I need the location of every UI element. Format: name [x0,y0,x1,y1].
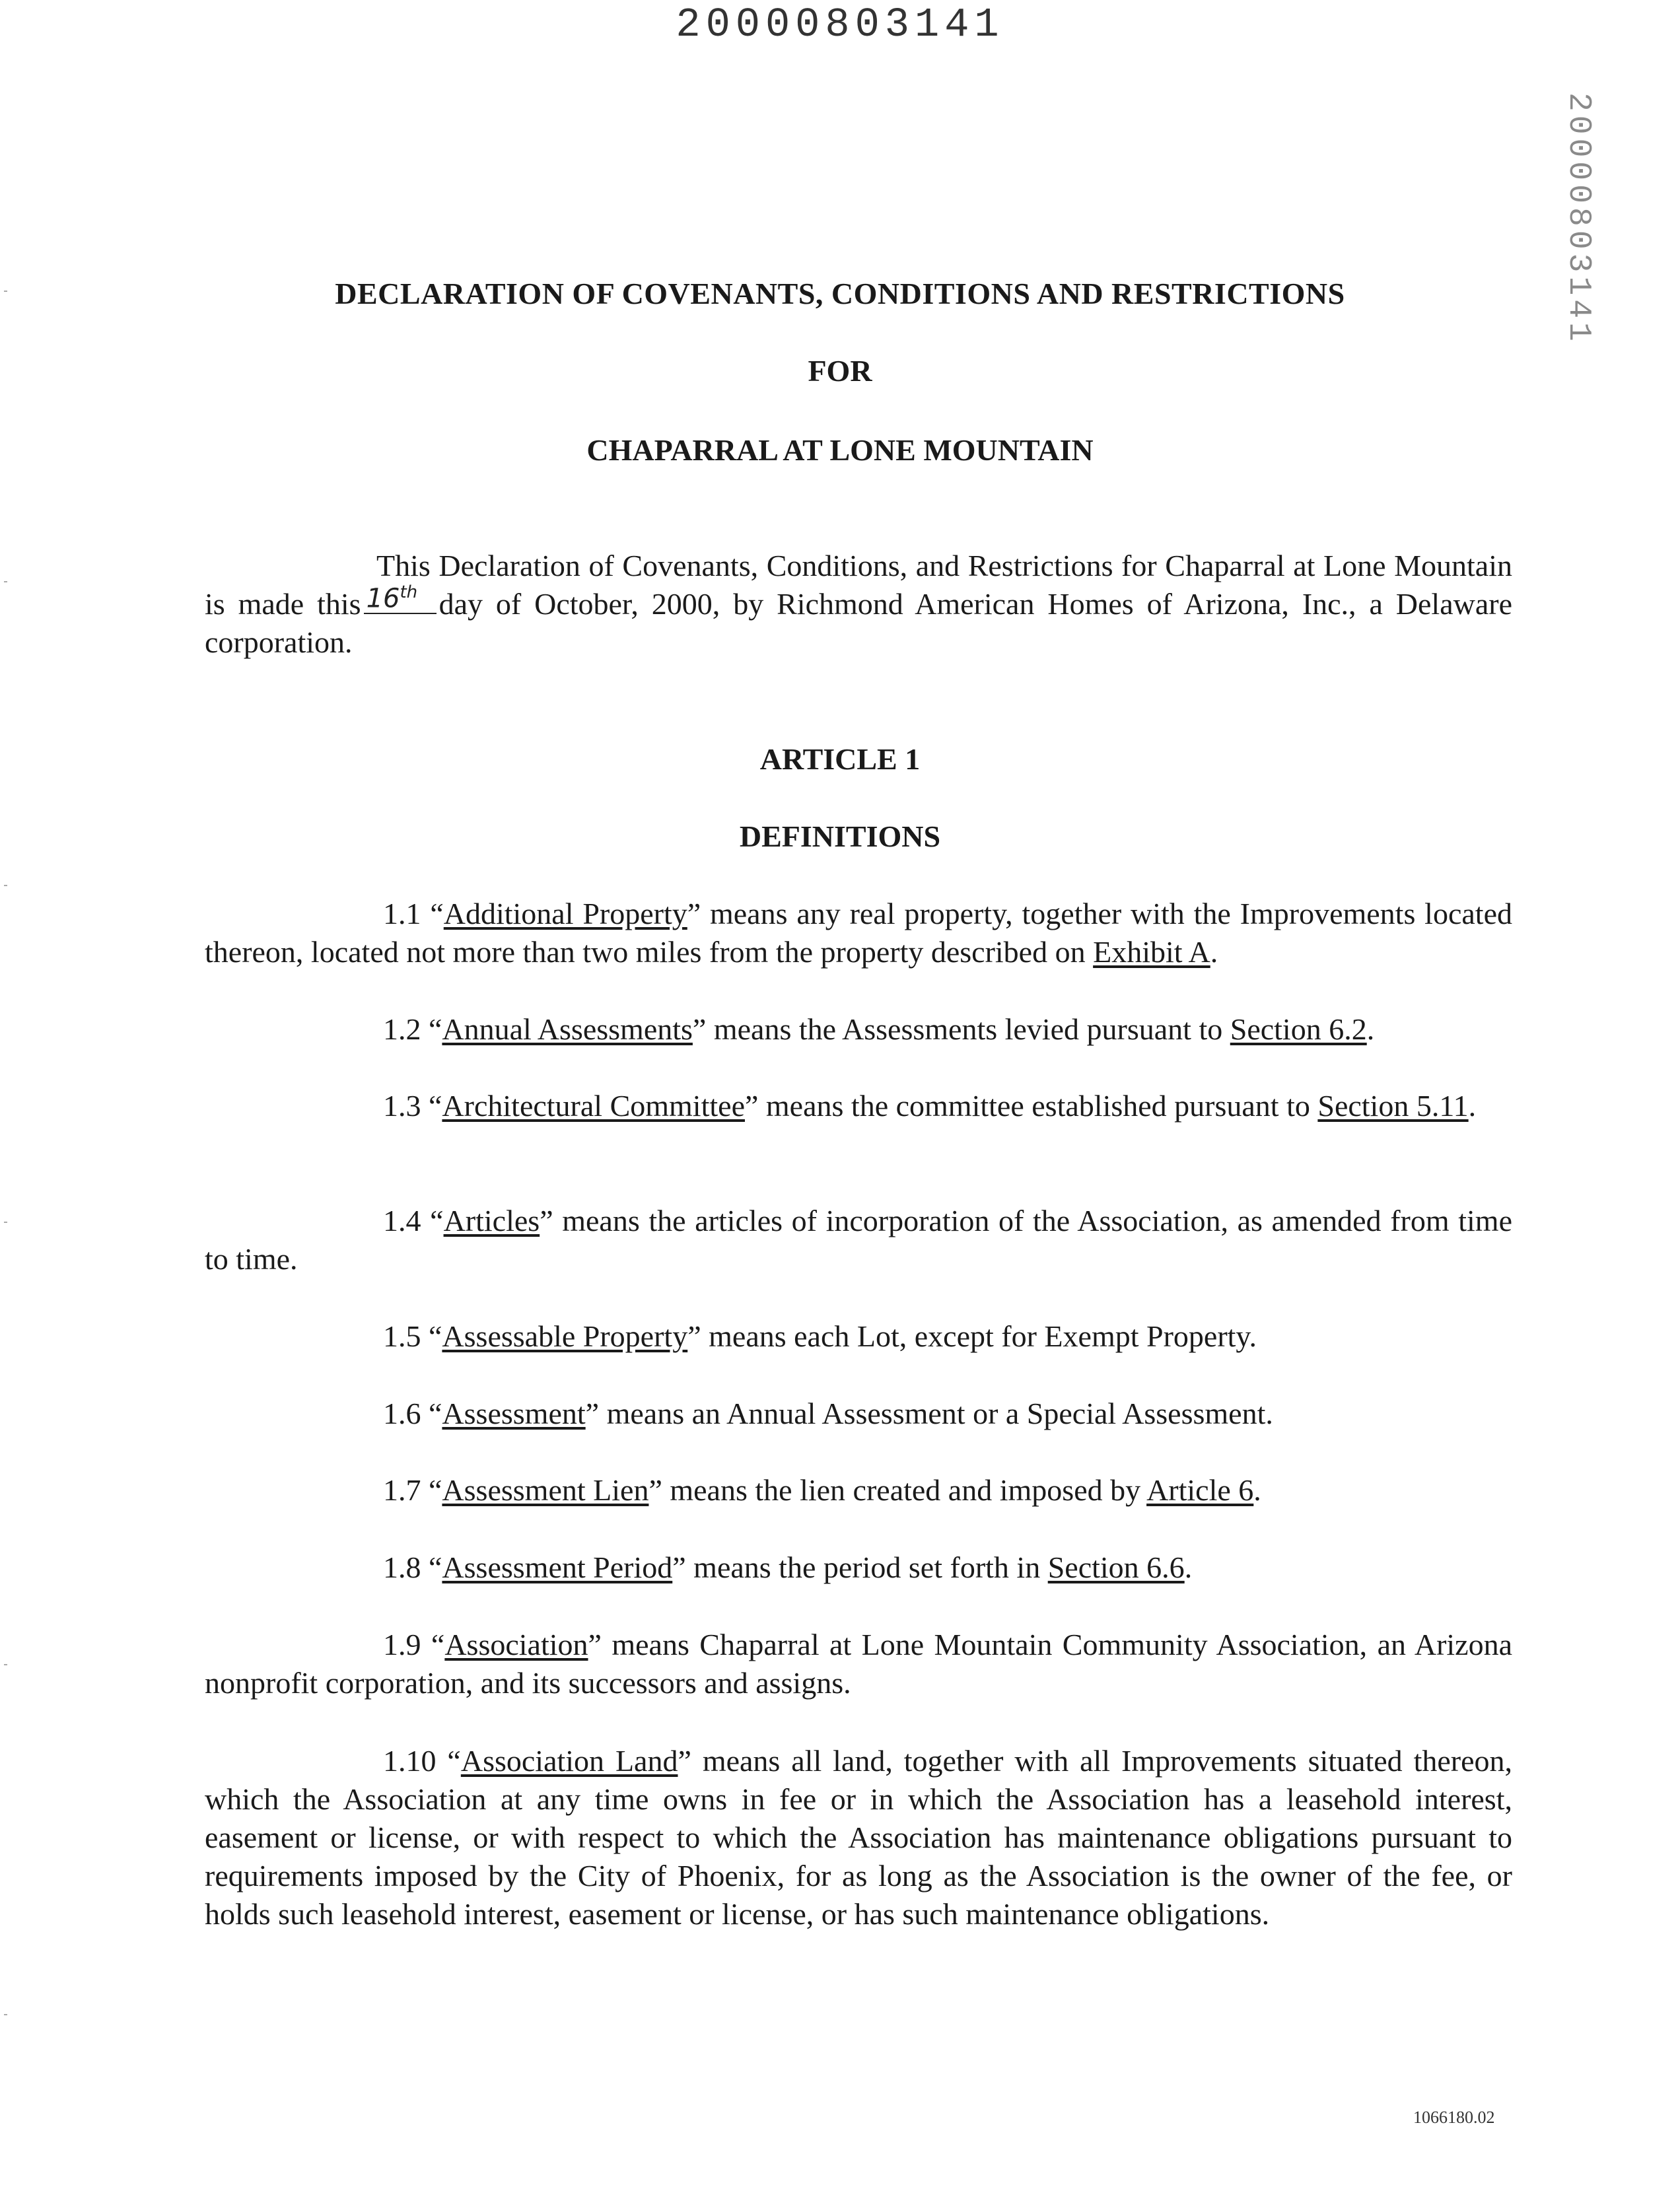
cross-reference: Exhibit A [1093,935,1210,969]
side-recording-number-stamp: 20000803141 [1560,92,1596,345]
scan-mark [4,1664,7,1665]
defined-term: Assessment Period [442,1550,673,1584]
defined-term: Association Land [460,1744,678,1778]
document-title: DECLARATION OF COVENANTS, CONDITIONS AND RESTRICTIONS [335,277,1345,310]
cross-reference: Section 5.11 [1317,1089,1469,1123]
definition-item: 1.10 “Association Land” means all land, together with all Improvements situated thereon, which the Association at any time owns in fee or in which the Association has a leasehold interest, easement or license, or with respect to which the Association has maintenance obligations pursuant to requirements imposed by the City of Phoenix, for as long as the Association is the owner of the fee, or holds such leasehold interest, easement or license, or has such maintenance obligations. [205,1744,1513,1931]
defined-term: Assessable Property [442,1319,688,1353]
defined-term: Association [444,1628,588,1661]
intro-text-start: This Declaration of Covenants, Conditions, and Restrictions for Chaparral at Lone Mountain is made this [205,549,1512,621]
definition-item: 1.8 “Assessment Period” means the period set forth in Section 6.6. [383,1550,1193,1584]
definition-item: 1.6 “Assessment” means an Annual Assessment or a Special Assessment. [383,1397,1273,1430]
cross-reference: Section 6.2 [1230,1012,1367,1046]
intro-text-end: day of October, 2000, by Richmond American Homes of Arizona, Inc., a Delaware corporation. [205,587,1512,659]
document-reference-number: 1066180.02 [1413,2108,1495,2127]
definition-item: 1.4 “Articles” means the articles of incorporation of the Association, as amended from time to time. [205,1204,1513,1276]
scan-mark [4,885,7,886]
document-title-for: FOR [808,354,872,388]
cross-reference: Section 6.6 [1047,1550,1185,1584]
defined-term: Assessment Lien [442,1473,649,1507]
article-number: ARTICLE 1 [759,742,921,776]
definition-item: 1.1 “Additional Property” means any real property, together with the Improvements located thereon, located not more than two miles from the property described on Exhibit A. [205,897,1512,969]
intro-paragraph [205,547,1512,662]
definition-item: 1.9 “Association” means Chaparral at Lone Mountain Community Association, an Arizona nonprofit corporation, and its successors and assigns. [205,1628,1512,1700]
defined-term: Articles [443,1204,540,1237]
handwritten-day: 16th [366,582,418,614]
definition-item: 1.5 “Assessable Property” means each Lot, except for Exempt Property. [383,1319,1257,1353]
definition-item: 1.7 “Assessment Lien” means the lien created and imposed by Article 6. [383,1473,1261,1507]
defined-term: Architectural Committee [442,1089,745,1123]
defined-term: Additional Property [443,897,687,930]
scan-mark [4,2014,7,2015]
community-name: CHAPARRAL AT LONE MOUNTAIN [586,433,1094,467]
article-title: DEFINITIONS [739,819,941,853]
defined-term: Annual Assessments [442,1012,693,1046]
scan-mark [4,581,7,582]
recording-number-stamp: 20000803141 [676,1,1004,48]
definition-item: 1.3 “Architectural Committee” means the committee established pursuant to Section 5.11. [383,1089,1477,1123]
scan-mark [4,1222,7,1223]
definition-item: 1.2 “Annual Assessments” means the Assessments levied pursuant to Section 6.2. [383,1012,1375,1046]
day-signature-blank [364,582,437,614]
defined-term: Assessment [442,1397,586,1430]
cross-reference: Article 6 [1146,1473,1254,1507]
